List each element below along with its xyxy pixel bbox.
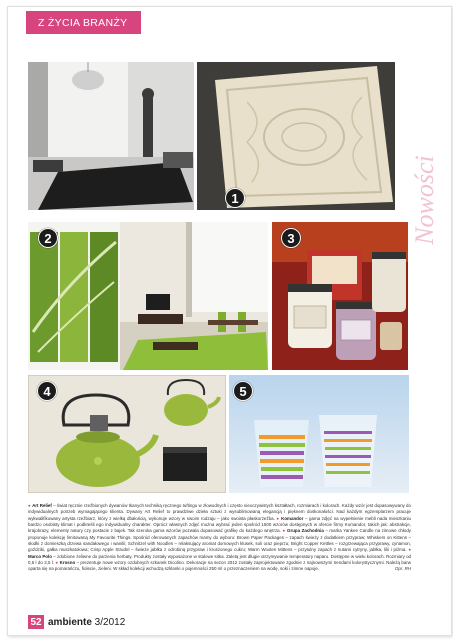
page-footer [28, 614, 125, 630]
bullet-icon: ● [55, 560, 59, 566]
brand-krosno: Krosno [59, 560, 76, 566]
badge-2: 2 [38, 228, 58, 248]
photo-teapots [28, 375, 226, 493]
brand-komandor: Komandor [281, 515, 304, 521]
photo-carved-carpet [197, 62, 395, 210]
magazine-name: ambiente [48, 616, 92, 628]
photo-living-room [28, 222, 268, 370]
badge-5: 5 [233, 381, 253, 401]
bullet-icon: ● [276, 515, 280, 521]
photo-interior-carpet [28, 62, 194, 210]
badge-4: 4 [37, 381, 57, 401]
bullet-icon: ● [282, 528, 286, 534]
page-number: 52 [28, 615, 44, 629]
text-krosno: – prezentuje nowe wzory ozdobnych szkanek Dicolino. Dekoracje na sezon 2012 zostały zaprojektowane zgodnie z najnowszymi trendami kolorystycznymi. Należą barw oparta się na pomarańczu, fiolecie, zieleni. W skład kolekcji wchodzą szklanki o pojemności 250 ml o przeznaczeniem na wodę, soki i zimne napoje. [28, 560, 411, 572]
issue-number: 3/2012 [91, 616, 126, 628]
text-art-relief: – świat ręcznie rzeźbionych dywanów tkanych techniką ręcznego tuftingu w złowodnych i często nieoczywistych kształtach, rozmiarach i kolorach. Każdy wzór jest dopasowywany do indywidualnych potrzeb wymagającego klienta. Dywany Art Relief to prawdziwe dzieła sztuki z wysublimowaną elegancją i pięknem doskonałości. Nad każdym egzemplarzem pracuje wykwalifikowany artysta rzeźbiarz, który z wielką dbałością, wykonuje wzory w swoim rodzaju – jako swoista płaskorzeźba. [28, 503, 411, 521]
article-text [28, 503, 411, 573]
text-komandor: – gama zdjęć na wypełnienie mebli nada mieszkaniu bardzo osobisty klimat i podkreśli ego indywidualny charakter. Oprócz własnych zdjęć można wybrać jeden spośród 1500 wzorów dostępnych w ofercie firmy Komandor, takich jak: abstrakcje, krajobrazy, elementy natury czy postacie z bajek. Tak szeroka gama wzorów pozwala dopasować grafikę do każdego wnętrza. [28, 515, 411, 534]
brand-grupa-zachodnia: Grupa Zachodnia [287, 528, 324, 534]
bullet-icon: ● [408, 547, 411, 553]
photo-glasses [229, 375, 409, 493]
brand-marco-polo: Marco Polo [28, 553, 52, 559]
section-side-title: Nowości [410, 155, 439, 245]
text-grupa-zachodnia: – marka Yankee Candle na zimowe chłody proponuje kolekcję limitowaną My Favourite Things. Spośród oferowanych zapachów mamy do wyboru: Brown Paper Packages – zapach świeży z dodatkiem przypraw; Whiskers on Kittens – słodki z domieszką drzewa sandałowego i wanilii; Schnitzel with Noodles – relaksujący aromat domowych klusek, soli oraz pieprzu; Bright Copper Kettles – rozgrzewająca przyprawy, cynamon, goździki, gałka muszkatołowa; Crisp Apple Strudel – świeże jabłka z odrobiną przypraw i kruszonego cukru; Warm Woolen Mittens – przytulny zapach z nutami cytryny, jabłka, lilii i piżma. [28, 528, 412, 553]
badge-1: 1 [225, 188, 245, 208]
section-tab: Z ŻYCIA BRANŻY [26, 11, 141, 34]
author-signature: Opr. RH [394, 566, 411, 572]
text-marco-polo: – zdobione żeliwne do parzenia herbaty. Produkty zostały wyposażone w stalowe sitka. Zaletą jest długie utrzymywanie temperatury naparu. Dostępne w wielu kolorach. Rozmiary od 0,6 l do 2,5 l. [28, 553, 411, 566]
bullet-icon: ● [28, 503, 31, 508]
magazine-issue [48, 617, 125, 628]
brand-art-relief: Art Relief [32, 503, 52, 508]
badge-3: 3 [281, 228, 301, 248]
